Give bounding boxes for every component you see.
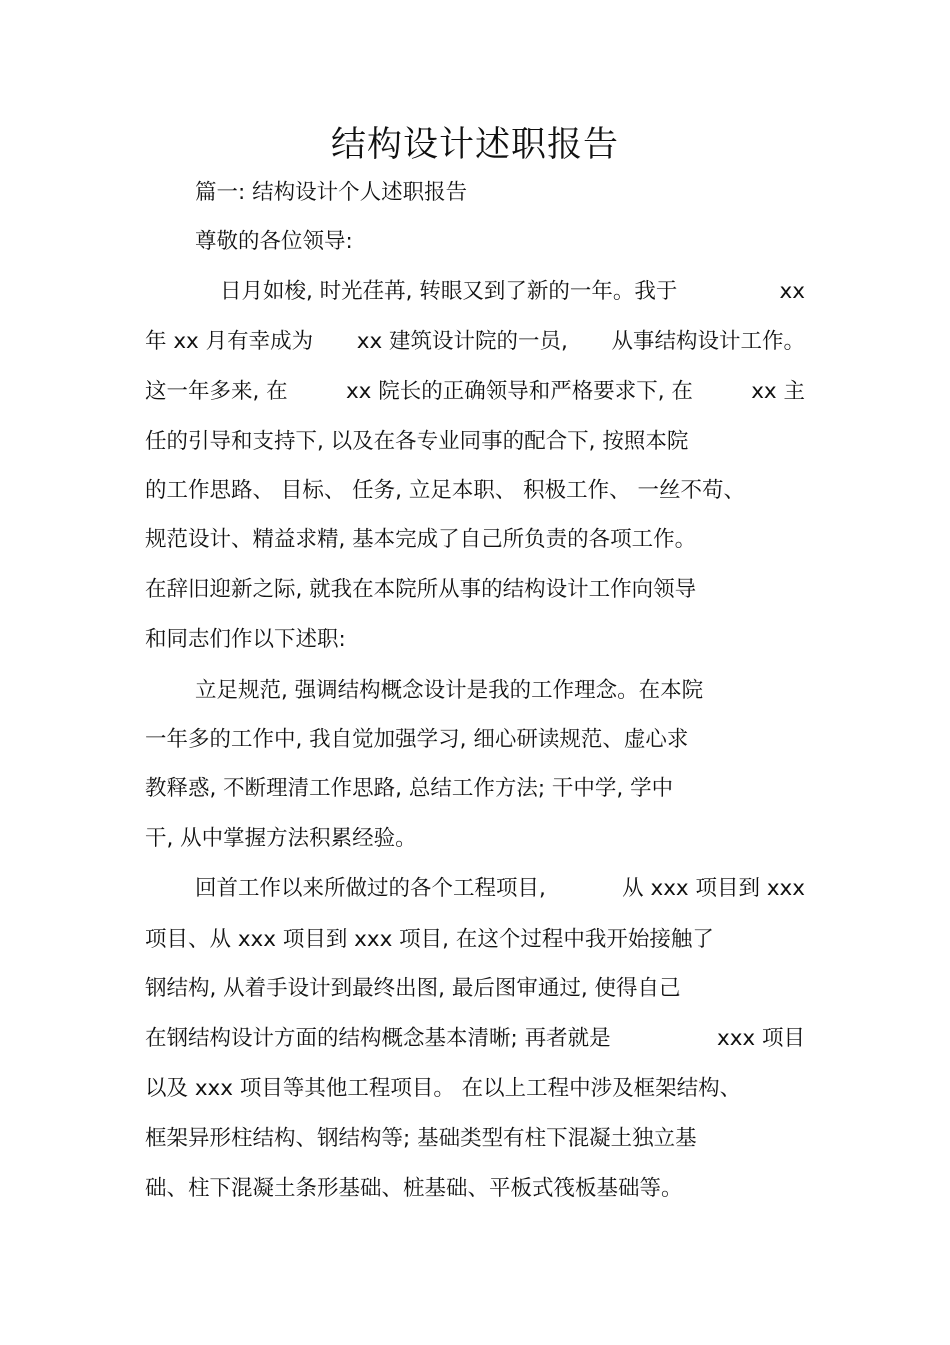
paragraph-line: 教释惑, 不断理清工作思路, 总结工作方法; 干中学, 学中 [145,776,674,801]
paragraph-line: 以及 xxx 项目等其他工程项目。 在以上工程中涉及框架结构、 [145,1076,742,1101]
text-segment: xx [779,279,805,304]
text-segment: 日月如梭, 时光荏苒, 转眼又到了新的一年。我于 [220,279,678,304]
text-segment: 回首工作以来所做过的各个工程项目, [195,876,546,901]
paragraph-line: 的工作思路、 目标、 任务, 立足本职、 积极工作、 一丝不苟、 [145,478,746,503]
paragraph-line: 干, 从中掌握方法积累经验。 [145,826,417,851]
paragraph-line: 钢结构, 从着手设计到最终出图, 最后图审通过, 使得自己 [145,976,681,1001]
text-segment: xx 院长的正确领导和严格要求下, 在 [345,379,693,404]
text-segment: xx 建筑设计院的一员, [356,329,568,354]
paragraph-line: 任的引导和支持下, 以及在各专业同事的配合下, 按照本院 [145,429,689,454]
paragraph-line: 项目、从 xxx 项目到 xxx 项目, 在这个过程中我开始接触了 [145,927,714,952]
paragraph-line: 和同志们作以下述职: [145,627,346,652]
text-segment: 这一年多来, 在 [145,379,288,404]
paragraph-line [145,376,805,408]
paragraph-line [145,326,805,358]
paragraph-line: 一年多的工作中, 我自觉加强学习, 细心研读规范、虚心求 [145,727,689,752]
paragraph-line: 立足规范, 强调结构概念设计是我的工作理念。在本院 [195,678,704,703]
paragraph-line [145,1023,805,1055]
document-title: 结构设计述职报告 [330,125,619,165]
paragraph-line: 框架异形柱结构、钢结构等; 基础类型有柱下混凝土独立基 [145,1126,697,1151]
subtitle: 篇一: 结构设计个人述职报告 [195,180,468,205]
salutation: 尊敬的各位领导: [195,229,353,254]
text-segment: 年 xx 月有幸成为 [145,329,314,354]
text-segment: xx 主 [751,379,805,404]
paragraph-line [195,873,805,905]
paragraph-line: 规范设计、精益求精, 基本完成了自己所负责的各项工作。 [145,527,697,552]
text-segment: 在钢结构设计方面的结构概念基本清晰; 再者就是 [145,1026,611,1051]
paragraph-line: 在辞旧迎新之际, 就我在本院所从事的结构设计工作向领导 [145,577,697,602]
paragraph-line: 础、柱下混凝土条形基础、桩基础、平板式筏板基础等。 [145,1176,683,1201]
paragraph-line [220,276,805,308]
text-segment: 从 xxx 项目到 xxx [622,876,805,901]
text-segment: xxx 项目 [716,1026,805,1051]
text-segment: 从事结构设计工作。 [611,329,805,354]
